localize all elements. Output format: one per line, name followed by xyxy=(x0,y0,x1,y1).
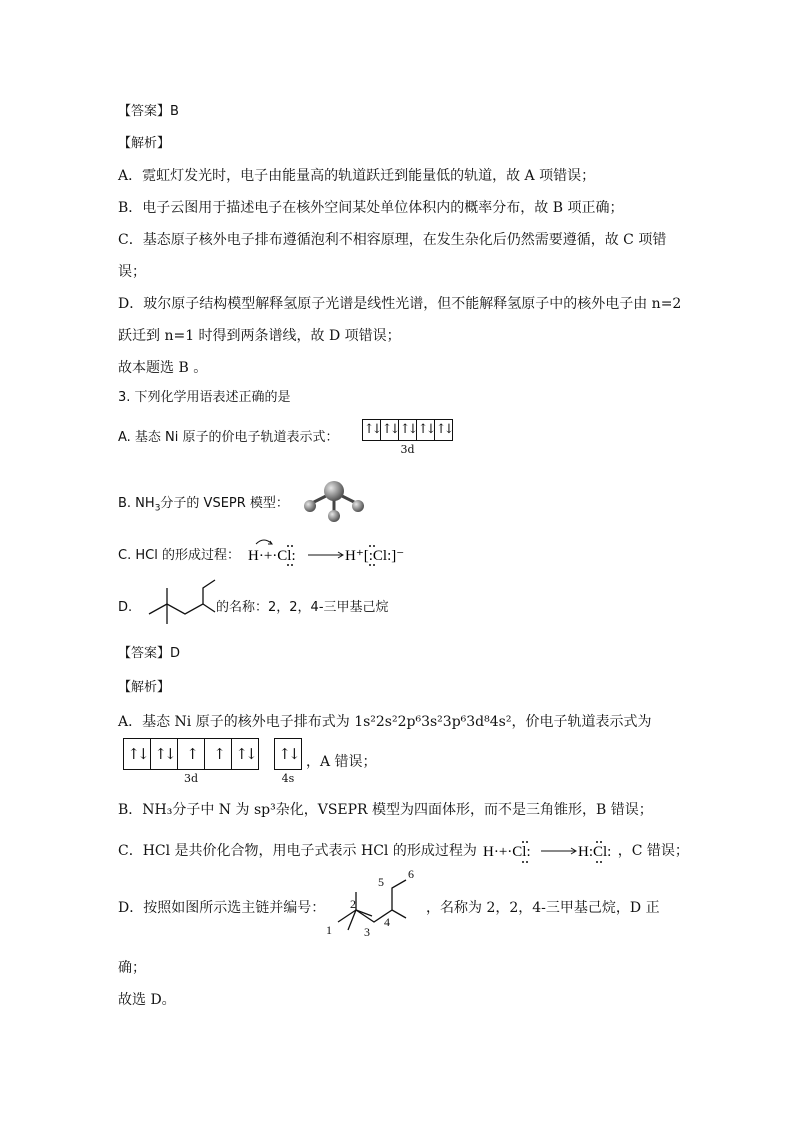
q3-option-b-prefix: B. NH xyxy=(118,496,155,511)
q3-analysis-a1: A．基态 Ni 原子的核外电子排布式为 1s²2s²2p⁶3s²3p⁶3d⁸4s²，价电子轨道表示式为 xyxy=(118,714,652,730)
vsepr-model-image xyxy=(298,478,370,524)
chain-number-2: 2 xyxy=(350,897,356,911)
q3-option-b-suffix: 分子的 VSEPR 模型： xyxy=(160,496,289,511)
q3-option-a-text: A. 基态 Ni 原子的价电子轨道表示式： xyxy=(118,430,339,445)
svg-text:H:Cl:: H:Cl: xyxy=(578,844,612,860)
q3-option-b-sub: 3 xyxy=(154,503,161,514)
q3-analysis-c-suffix: ，C 错误； xyxy=(617,843,689,859)
q3-option-d-name: 的名称：2，2，4-三甲基己烷 xyxy=(216,600,389,615)
q3-analysis-c-prefix: C．HCl 是共价化合物，用电子式表示 HCl 的形成过程为 xyxy=(118,843,477,859)
q3-conclusion: 故选 D。 xyxy=(118,992,176,1008)
skeletal-formula-image xyxy=(145,576,217,628)
q3-analysis-a2: ，A 错误； xyxy=(306,754,377,770)
answer-label-q2: 【答案】B xyxy=(118,104,179,119)
orbital-cell-4: ↑↓ xyxy=(417,420,435,440)
orbital-cell-3: ↑↓ xyxy=(399,420,417,440)
answer-orbital-3d-cell-2: ↑↓ xyxy=(151,739,178,769)
q3-analysis-d-suffix: ，名称为 2，2，4-三甲基己烷，D 正 xyxy=(426,900,660,916)
q3-option-a xyxy=(118,428,339,448)
q3-option-b xyxy=(118,494,289,514)
q3-analysis-b: B．NH₃分子中 N 为 sp³杂化，VSEPR 模型为四面体形，而不是三角锥形，B 错误； xyxy=(118,802,653,818)
q3-stem: 3. 下列化学用语表述正确的是 xyxy=(118,390,291,405)
analysis-label-q2: 【解析】 xyxy=(118,136,171,151)
answer-orbital-label-4s: 4s xyxy=(281,772,295,785)
orbital-cell-5: ↑↓ xyxy=(435,422,452,437)
answer-orbital-3d-cell-3: ↑ xyxy=(178,739,205,769)
q2-conclusion: 故本题选 B 。 xyxy=(118,360,208,376)
q2-analysis-c2: 误； xyxy=(118,264,146,280)
q3-option-d-prefix: D. xyxy=(118,600,133,615)
answer-orbital-3d-box xyxy=(123,738,259,770)
chain-number-4: 4 xyxy=(384,915,390,929)
q2-analysis-d1: D．玻尔原子结构模型解释氢原子光谱是线性光谱，但不能解释氢原子中的核外电子由 n=2 xyxy=(118,296,682,312)
q3-option-c: C. HCl 的形成过程： xyxy=(118,548,240,563)
answer-orbital-3d-cell-5: ↑↓ xyxy=(235,745,255,763)
q3-analysis-d-prefix: D．按照如图所示选主链并编号： xyxy=(118,900,326,916)
q2-analysis-b: B．电子云图用于描述电子在核外空间某处单位体积内的概率分布，故 B 项正确； xyxy=(118,200,624,216)
q2-analysis-d2: 跃迁到 n=1 时得到两条谱线，故 D 项错误； xyxy=(118,328,401,344)
orbital-cell-2: ↑↓ xyxy=(381,420,399,440)
q3-analysis-c xyxy=(118,836,689,866)
answer-orbital-4s-cell-1: ↑↓ xyxy=(278,745,298,763)
q3-analysis-orbital-4s xyxy=(274,738,302,785)
svg-text:H·+·Cl:: H·+·Cl: xyxy=(483,844,531,860)
hcl-lewis-formation-image xyxy=(483,836,611,866)
q2-analysis-c1: C．基态原子核外电子排布遵循泡利不相容原理，在发生杂化后仍然需要遵循，故 C 项错 xyxy=(118,232,667,248)
answer-orbital-4s-box xyxy=(274,738,302,770)
svg-text:H·+·Cl:: H·+·Cl: xyxy=(248,548,296,564)
hcl-formation-process-image xyxy=(246,536,405,570)
orbital-diagram-3d xyxy=(362,419,453,441)
numbered-skeletal-formula-image xyxy=(324,867,420,940)
chain-number-5: 5 xyxy=(378,875,384,889)
q3-analysis-d2: 确； xyxy=(118,960,146,976)
q3-analysis-orbital-3d xyxy=(123,738,259,785)
chain-number-6: 6 xyxy=(408,867,414,881)
svg-text:H⁺[:Cl:]⁻: H⁺[:Cl:]⁻ xyxy=(345,548,405,564)
chain-number-3: 3 xyxy=(364,925,370,939)
orbital-cell-1: ↑↓ xyxy=(363,420,381,440)
answer-label-q3: 【答案】D xyxy=(118,646,181,661)
answer-orbital-3d-cell-4: ↑ xyxy=(205,739,232,769)
answer-orbital-label-3d: 3d xyxy=(183,772,199,785)
answer-orbital-3d-cell-1: ↑↓ xyxy=(124,739,151,769)
analysis-label-q3: 【解析】 xyxy=(118,680,171,695)
chain-number-1: 1 xyxy=(326,923,332,937)
q2-analysis-a: A．霓虹灯发光时，电子由能量高的轨道跃迁到能量低的轨道，故 A 项错误； xyxy=(118,168,596,184)
orbital-label-3d: 3d xyxy=(400,442,415,456)
q3-option-a-orbital xyxy=(362,418,453,456)
